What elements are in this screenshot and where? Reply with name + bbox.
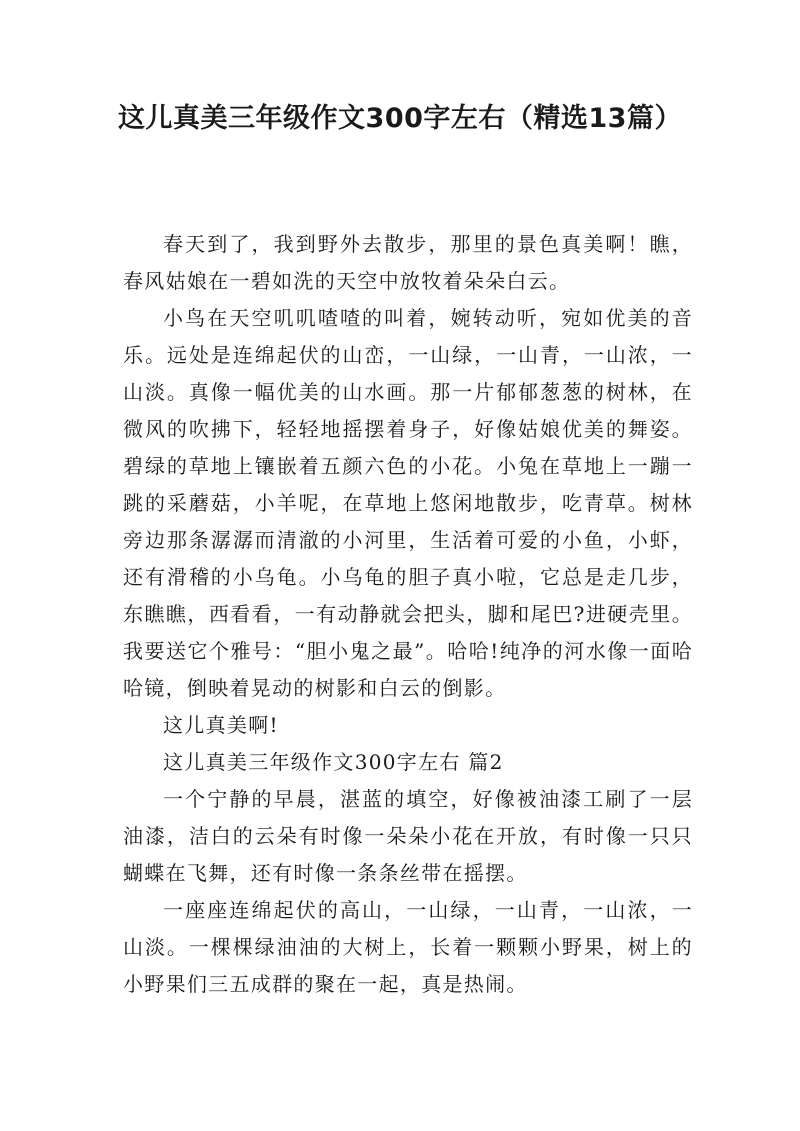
- paragraph-exclamation: 这儿真美啊!: [163, 713, 279, 737]
- paragraph-scenery: 小鸟在天空叽叽喳喳的叫着，婉转动听，宛如优美的音乐。远处是连绵起伏的山峦，一山绿，一山青，一山浓，一山淡。真像一幅优美的山水画。那一片郁郁葱葱的树林，在微风的吹拂下，轻轻地摇摆着身子，好像姑娘优美的舞姿。碧绿的草地上镶嵌着五颜六色的小花。小兔在草地上一蹦一跳的采蘑菇，小羊呢，在草地上悠闲地散步，吃青草。树林旁边那条潺潺而清澈的小河里，生活着可爱的小鱼，小虾，还有滑稽的小乌龟。小乌龟的胆子真小啦，它总是走几步，东瞧瞧，西看看，一有动静就会把头，脚和尾巴?进硬壳里。我要送它个雅号：“胆小鬼之最”。哈哈!纯净的河水像一面哈哈镜，倒映着晃动的树影和白云的倒影。: [123, 306, 693, 700]
- paragraph-spring-intro: 春天到了，我到野外去散步，那里的景色真美啊！瞧，春风姑娘在一碧如洗的天空中放牧着朵朵白云。: [123, 232, 693, 293]
- paragraph-mountains: 一座座连绵起伏的高山，一山绿，一山青，一山浓，一山淡。一棵棵绿油油的大树上，长着一颗颗小野果，树上的小野果们三五成群的聚在一起，真是热闹。: [123, 898, 693, 996]
- document-title: 这儿真美三年级作文300字左右（精选13篇）: [118, 103, 682, 134]
- document-body: [123, 226, 693, 1003]
- paragraph-morning: 一个宁静的早晨，湛蓝的填空，好像被油漆工刷了一层油漆，洁白的云朵有时像一朵朵小花在开放，有时像一只只蝴蝶在飞舞，还有时像一条条丝带在摇摆。: [123, 787, 693, 885]
- essay-2-heading: 这儿真美三年级作文300字左右 篇2: [163, 750, 504, 774]
